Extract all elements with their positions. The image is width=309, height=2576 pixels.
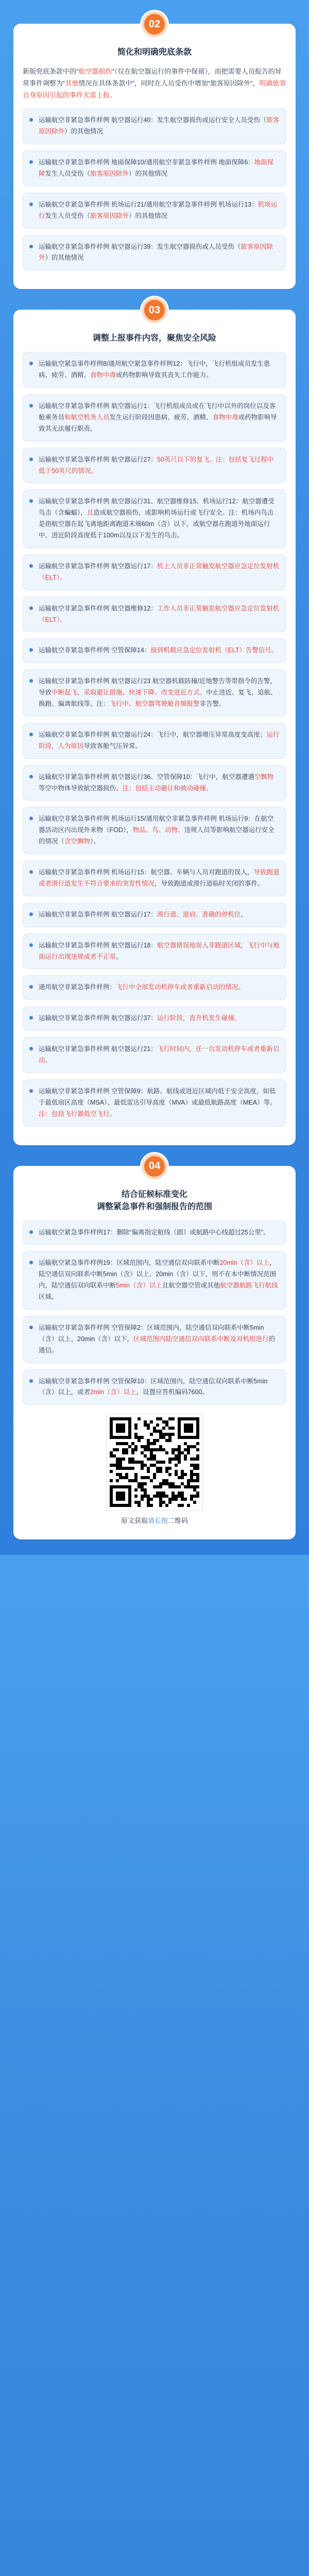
body-text: 发生人员受伤（ bbox=[45, 170, 91, 177]
body-text: 情况在具体条款中”，同时在人员受伤中增加“旅客原因除外”， bbox=[78, 79, 260, 87]
highlight-text: 明确旅客自身原因引起的事件无需上报。 bbox=[23, 79, 286, 99]
section-title bbox=[23, 1189, 286, 1213]
body-text: 运输航空非紧急事件样例 航空器运行37： bbox=[39, 1014, 157, 1022]
rule-item-text bbox=[39, 496, 280, 541]
rule-item-box bbox=[23, 723, 286, 759]
body-text: 的通信。 bbox=[39, 1335, 276, 1354]
body-text: 运输航空非紧急事件样例 机场运行15/通用航空非紧急事件样例 机场运行9：在航空器活动区内出现外来物（FOD）， bbox=[39, 815, 274, 834]
body-text: 发生人员受伤（ bbox=[45, 212, 91, 219]
highlight-text: 飞行中、航空器驾驶舱音频报警 bbox=[109, 700, 200, 707]
rule-item-box bbox=[23, 448, 286, 484]
body-text: ）的其他情况 bbox=[129, 170, 168, 177]
highlight-text: 机场运行 bbox=[39, 200, 278, 219]
section-number-badge: 04 bbox=[142, 1154, 167, 1179]
highlight-text: 导致跑道或者滑行道发生不符合要求的突发性情况 bbox=[39, 869, 280, 887]
rule-item-box bbox=[23, 807, 286, 854]
body-text: 运输航空非紧急事件样例 航空器运行24：飞行中，航空器增压异常高度变高度； bbox=[39, 731, 267, 738]
highlight-text: 飞行时间内，任一台发动机停车或者重新启动。 bbox=[39, 1045, 280, 1064]
highlight-text: 区域范围内陆空通信双向联系中断及对机组进行 bbox=[133, 1335, 269, 1343]
highlight-text: 食物中毒 bbox=[212, 413, 238, 421]
body-text: 区域。 bbox=[39, 1293, 58, 1300]
rule-item-box bbox=[23, 1079, 286, 1127]
section-title bbox=[23, 332, 286, 345]
highlight-text: 5min（含）以上 bbox=[116, 1282, 162, 1290]
body-text: 运输航空非紧急事件样例 航空器运行1：飞行机组成员或在飞行中以外的岗位以及客舱乘务员 bbox=[39, 402, 276, 421]
highlight-text: 且 bbox=[87, 509, 94, 517]
rule-item-text bbox=[39, 454, 280, 477]
highlight-text: 旅客原因除外 bbox=[90, 212, 129, 219]
rule-item-box bbox=[23, 489, 286, 548]
body-text: 运输航空紧急事件样例17：删除“偏离指定航线（剧）或航路中心线超过25公里”。 bbox=[39, 1228, 270, 1236]
body-text: 运输航空紧急事件样例19：区域范围内，陆空通信双向联系中断 bbox=[39, 1259, 220, 1267]
body-text: ）的其他情况 bbox=[45, 254, 84, 262]
highlight-text: 旅客原因除外 bbox=[39, 243, 273, 262]
highlight-text: 注：包括复飞过程中低于50英尺的情况。 bbox=[39, 455, 274, 474]
highlight-text: 其他 bbox=[65, 79, 79, 87]
rule-item-box bbox=[23, 1037, 286, 1073]
rule-item-box bbox=[23, 1369, 286, 1405]
rule-item-box bbox=[23, 150, 286, 187]
body-text: 运输航空非紧急事件样例 机场运行15：航空器、车辆与人员对跑道的误入， bbox=[39, 869, 254, 876]
rule-item-box bbox=[23, 193, 286, 229]
rule-item-box bbox=[23, 108, 286, 144]
highlight-text: 机上人员非正常触发航空器应急定位发射机（ELT）。 bbox=[39, 562, 280, 581]
rule-item-text bbox=[39, 1323, 280, 1357]
body-text: 运输航空非紧急事件样例 航空器运行39：发生航空器损伤或人员受伤（ bbox=[39, 243, 241, 250]
body-text: 运输航空非紧急事件样例 航空器运行36、空管保障10：飞行中，航空器遭遇 bbox=[39, 773, 254, 781]
rule-item-text bbox=[39, 940, 280, 963]
body-text: 运输航空非紧急事件样例 航空器运行17： bbox=[39, 910, 157, 918]
body-text: 飞行中，飞行机组成员发生患病、疲劳、酒精、 bbox=[39, 360, 270, 379]
body-text: 运输航空非紧急事件样例 空管保障14： bbox=[39, 647, 151, 654]
body-text: 。 bbox=[241, 910, 247, 918]
section-card-03 bbox=[13, 304, 296, 1145]
rule-item-text bbox=[39, 157, 280, 180]
highlight-text: 20min（含）以上 bbox=[219, 1259, 269, 1267]
highlight-text: 地面保障 bbox=[39, 159, 274, 177]
rule-item-box bbox=[23, 1251, 286, 1310]
qr-caption-suffix: 二维码 bbox=[168, 1517, 188, 1525]
body-text: 且航空器空管或其他 bbox=[162, 1282, 220, 1290]
highlight-text: 运行阶段，直升机发生碰撞。 bbox=[157, 1014, 241, 1022]
qr-caption-prefix: 原文获取 bbox=[121, 1517, 148, 1525]
rule-item-text bbox=[39, 1086, 280, 1120]
rule-item-box bbox=[23, 352, 286, 388]
body-text: ，导致跑道或滑行道临时关闭的事件。 bbox=[154, 879, 264, 887]
highlight-text: 飞行中全部发动机停车或者重新启动的情况。 bbox=[116, 984, 245, 991]
section-intro bbox=[23, 66, 286, 101]
section-title bbox=[23, 46, 286, 59]
body-text: 非告警。 bbox=[199, 700, 226, 707]
highlight-text: 50英尺以下的复飞。 bbox=[157, 455, 216, 463]
rule-item-box bbox=[23, 1006, 286, 1031]
rule-item-text bbox=[39, 1258, 280, 1303]
body-text: 违规人员等影响航空器运行安全的情况（ bbox=[39, 826, 274, 845]
body-text: 运输航空非紧急事件样例 航空器运行23 航空器机载防撞/近地警告等带指令的告警，导致 bbox=[39, 677, 277, 697]
rule-item-text bbox=[39, 909, 280, 921]
rule-item-box bbox=[23, 235, 286, 271]
body-text: ，陆空通信双向联系中断5min（含）以上、20min（含）以下，则不在本中断情况范围内，陆空通信双向联系中断 bbox=[39, 1259, 277, 1290]
rule-item-box bbox=[23, 669, 286, 717]
rule-item-text bbox=[39, 401, 280, 435]
highlight-text: 物品、鸟、动物、 bbox=[132, 826, 184, 834]
rule-item-text bbox=[39, 867, 280, 890]
rule-item-box bbox=[23, 903, 286, 927]
body-text: ”（仅在航空器运行的事件中保留），而把需要人员报告的异常事件调整为“ bbox=[23, 67, 282, 87]
section-number-badge: 02 bbox=[142, 11, 167, 37]
body-text: 运输航空非紧急事件样例 航空器运行21： bbox=[39, 1045, 157, 1053]
section-title-line: 调整上报事件内容，聚焦安全风险 bbox=[92, 334, 216, 343]
rule-item-text bbox=[39, 1376, 280, 1399]
rule-item-text bbox=[39, 1044, 280, 1066]
body-text: 运输航空非紧急事件样例 航空器运行27： bbox=[39, 455, 157, 463]
highlight-text: 旅客原因除外 bbox=[39, 116, 280, 135]
qr-code-icon[interactable] bbox=[107, 1414, 202, 1510]
highlight-text: 运行阶段，人为原因 bbox=[39, 731, 280, 750]
rule-item-box bbox=[23, 638, 286, 663]
rule-item-text bbox=[39, 603, 280, 626]
body-text: 导致客舱气压异常。 bbox=[83, 742, 142, 750]
body-text: 造成航空器损伤，或影响机场运行或飞行安全。注：机场内鸟击是指航空器在起飞离地距离跑道末端60m（含）以下，或航空器在跑道外地面运行中、进近阶段高度低于100m以及以下发生的鸟击。 bbox=[39, 509, 274, 539]
body-text: 运输航空非紧急事件样例 空管保障10：区域范围内，陆空通信双向联系中断5min（含）以上，或者 bbox=[39, 1377, 268, 1396]
highlight-text: 和航空机务人员 bbox=[64, 413, 110, 421]
rule-item-box bbox=[23, 1316, 286, 1363]
rule-item-text bbox=[39, 982, 280, 993]
body-text: 发生运行阶段因患病、疲劳、酒精、 bbox=[109, 413, 213, 421]
rule-item-box bbox=[23, 1221, 286, 1245]
rule-item-text bbox=[39, 561, 280, 584]
highlight-text: 注：包括主动避让和被动碰撞。 bbox=[122, 784, 213, 792]
highlight-text: 航空器损伤 bbox=[78, 67, 112, 75]
body-text: 或药物影响导致其丧失工作能力。 bbox=[116, 371, 213, 379]
rule-item-text bbox=[39, 242, 280, 264]
highlight-text: 航空器错误地误入非跑道区域，飞行中与地面运行出现违规或者不正常 bbox=[39, 941, 280, 960]
qr-caption bbox=[23, 1515, 286, 1527]
highlight-text: 食物中毒 bbox=[90, 371, 116, 379]
body-text: 运输航空非紧急事件样例 航空器运行31、航空器维修15、机场运行12：航空器遭受鸟击（含蝙蝠）， bbox=[39, 498, 274, 517]
rule-item-box bbox=[23, 394, 286, 442]
highlight-text: 注：包括飞行器低空飞行。 bbox=[39, 1110, 116, 1117]
highlight-text: 旅客原因除外 bbox=[90, 170, 129, 177]
body-text: 运输航空紧急事件样例8/通用航空紧急事件样例12： bbox=[39, 360, 186, 368]
highlight-text: 接到机载应急定位发射机（ELT）告警信号。 bbox=[150, 647, 278, 654]
highlight-text: 空飘物 bbox=[254, 773, 274, 781]
body-text: ）。 bbox=[90, 838, 100, 845]
rule-item-box bbox=[23, 597, 286, 633]
rule-item-box bbox=[23, 860, 286, 896]
body-text: 运输航空非紧急事件样例 航空器运行18： bbox=[39, 941, 157, 949]
body-text: ，设置应答机编码7600。 bbox=[136, 1388, 209, 1396]
body-text: 运输航空非紧急事件样例 航空器运行17： bbox=[39, 562, 157, 570]
rule-item-text bbox=[39, 676, 280, 710]
rule-item-text bbox=[39, 814, 280, 848]
body-text: 或药物影响导致其无法履行职责。 bbox=[39, 413, 277, 432]
rule-item-box bbox=[23, 934, 286, 970]
qr-caption-highlight: 请长按 bbox=[147, 1517, 168, 1525]
body-text: 。 bbox=[116, 953, 123, 960]
section-title-line: 调整紧急事件和强制报告的范围 bbox=[96, 1202, 212, 1211]
body-text: 运输航空非紧急事件样例 航空器运行40：发生航空器损伤或运行安全人员受伤（ bbox=[39, 116, 267, 124]
body-text: 运输航空非紧急事件样例 机场运行21/通用航空非紧急事件样例 机场运行13： bbox=[39, 200, 258, 208]
rule-item-text bbox=[39, 772, 280, 794]
highlight-text: 中断起飞、采取避让措施、快速下降、改变进近方式、 bbox=[52, 689, 207, 697]
rule-item-text bbox=[39, 1227, 280, 1239]
qr-code-wrapper bbox=[23, 1414, 286, 1510]
highlight-text: 2min（含）以上 bbox=[90, 1388, 136, 1396]
highlight-text: 航空器航路飞行航线 bbox=[220, 1282, 278, 1290]
section-card-04 bbox=[13, 1160, 296, 1540]
body-text: 运输航空非紧急事件样例 空管保障2：区域范围内，陆空通信双向联系中断5min（含）以上、20min（含）以下， bbox=[39, 1324, 264, 1343]
rule-item-text bbox=[39, 359, 280, 381]
body-text: 中止进近、复飞、追航、换跑、偏离航线等。注： bbox=[39, 689, 277, 707]
rule-item-text bbox=[39, 730, 280, 752]
rule-item-text bbox=[39, 1013, 280, 1024]
rule-item-text bbox=[39, 115, 280, 138]
body-text: 运输航空非紧急事件样例 航空器维修12： bbox=[39, 604, 157, 612]
rule-item-box bbox=[23, 765, 286, 801]
body-text: 新版兜底条款中的“ bbox=[23, 67, 79, 75]
rule-item-box bbox=[23, 975, 286, 1000]
section-title-line: 简化和明确兜底条款 bbox=[117, 48, 192, 57]
body-text: 运输航空非紧急事件样例 空管保障9：航路、航线或进近区域内低于安全高度，如低于最低扇区高度（MSA）、最低雷达引导高度（MVA）或最低航路高度（MEA）等。 bbox=[39, 1087, 277, 1106]
section-card-02 bbox=[13, 18, 296, 289]
body-text: ）的其他情况 bbox=[129, 212, 168, 219]
highlight-text: 工作人员非正常触发航空器应急定位发射机（ELT）。 bbox=[39, 604, 280, 623]
body-text: 通用航空非紧急事件样例： bbox=[39, 984, 116, 991]
section-title-line: 结合征候标准变化 bbox=[121, 1190, 187, 1199]
rule-item-text bbox=[39, 645, 280, 656]
highlight-text: 含空飘物 bbox=[64, 838, 91, 845]
section-number-badge: 03 bbox=[142, 297, 167, 323]
rule-item-text bbox=[39, 199, 280, 222]
rule-item-box bbox=[23, 554, 286, 590]
body-text: ）的其他情况 bbox=[64, 128, 104, 135]
highlight-text: 滑行道、道肩、准确的停机位 bbox=[157, 910, 241, 918]
body-text: 等空中物体导致航空器损伤。 bbox=[39, 784, 123, 792]
body-text: 运输航空非紧急事件样例 地面保障10/通用航空非紧急事件样例 地面保障6： bbox=[39, 159, 254, 166]
